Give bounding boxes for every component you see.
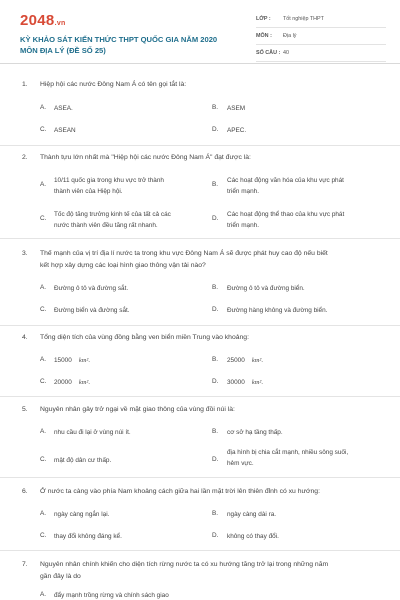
question-6-text: Ở nước ta càng vào phía Nam khoảng cách giữa hai lần mặt trời lên thiên đỉnh có xu hướng: <box>40 488 320 495</box>
q2-option-d-letter[interactable]: D. <box>212 215 219 222</box>
q7-option-a[interactable]: đẩy mạnh trồng rừng và chính sách giao <box>54 592 169 599</box>
q1-option-d-letter[interactable]: D. <box>212 126 219 133</box>
question-1-number: 1. <box>22 81 28 88</box>
q1-option-b-letter[interactable]: B. <box>212 104 219 111</box>
q4-option-d-letter[interactable]: D. <box>212 378 219 385</box>
q4-option-c[interactable]: 20000 km². <box>54 379 91 386</box>
meta-row-count: SỐ CÂU : 40 <box>256 47 386 62</box>
question-6-number: 6. <box>22 488 28 495</box>
q4-option-a-letter[interactable]: A. <box>40 356 47 363</box>
question-7-text: Nguyên nhân chính khiến cho diện tích rừng nước ta có xu hướng tăng trở lại trong những năm gần đây là do <box>40 561 329 580</box>
q4-option-d[interactable]: 30000 km². <box>227 379 264 386</box>
q6-option-a[interactable]: ngày càng ngắn lại. <box>54 511 110 518</box>
question-divider <box>0 145 400 146</box>
question-4-text: Tổng diện tích của vùng đồng bằng ven biển miền Trung vào khoảng: <box>40 334 249 341</box>
q1-option-d[interactable]: APEC. <box>227 127 247 134</box>
q3-option-b[interactable]: Đường ô tô và đường biển. <box>227 285 305 292</box>
question-3-text: Thế mạnh của vị trí địa lí nước ta trong khu vực Đông Nam Á sẽ được phát huy cao độ nếu biết kết hợp xây dựng các loại hình giao thông vận tải nào? <box>40 250 328 269</box>
exam-title-line1: KỲ KHẢO SÁT KIẾN THỨC THPT QUỐC GIA NĂM 2020 <box>20 35 218 44</box>
q7-option-a-letter[interactable]: A. <box>40 591 47 598</box>
q5-option-c[interactable]: mật độ dân cư thấp. <box>54 457 112 464</box>
question-3-number: 3. <box>22 250 28 257</box>
meta-row-subject: MÔN : Địa lý <box>256 30 386 45</box>
q2-option-c[interactable]: Tốc độ tăng trưởng kinh tế của tất cả các nước thành viên đều tăng rất nhanh. <box>54 211 171 229</box>
q6-option-d[interactable]: không có thay đổi. <box>227 533 279 540</box>
q6-option-d-letter[interactable]: D. <box>212 532 219 539</box>
exam-title-line2: MÔN ĐỊA LÝ (ĐỀ SỐ 25) <box>20 46 106 55</box>
q1-option-a[interactable]: ASEA. <box>54 105 73 112</box>
q1-option-c[interactable]: ASEAN <box>54 127 76 134</box>
q5-option-a-letter[interactable]: A. <box>40 428 47 435</box>
q6-option-c[interactable]: thay đổi không đáng kể. <box>54 533 122 540</box>
question-2-text: Thành tựu lớn nhất mà "Hiệp hội các nước Đông Nam Á" đạt được là: <box>40 154 251 161</box>
q2-option-b-letter[interactable]: B. <box>212 181 219 188</box>
q4-option-a[interactable]: 15000 km². <box>54 357 91 364</box>
q2-option-c-letter[interactable]: C. <box>40 215 47 222</box>
q6-option-c-letter[interactable]: C. <box>40 532 47 539</box>
q3-option-b-letter[interactable]: B. <box>212 284 219 291</box>
q4-option-b[interactable]: 25000 km². <box>227 357 264 364</box>
q1-option-c-letter[interactable]: C. <box>40 126 47 133</box>
question-2-number: 2. <box>22 154 28 161</box>
question-divider <box>0 550 400 551</box>
question-5-text: Nguyên nhân gây trở ngại về mặt giao thông của vùng đồi núi là: <box>40 406 235 413</box>
q5-option-d-letter[interactable]: D. <box>212 456 219 463</box>
q5-option-b-letter[interactable]: B. <box>212 428 219 435</box>
site-logo[interactable]: 2048.vn <box>20 12 66 29</box>
meta-row-class: LỚP : Tốt nghiệp THPT <box>256 13 386 28</box>
question-divider <box>0 396 400 397</box>
q5-option-a[interactable]: nhu cầu đi lại ở vùng núi ít. <box>54 429 131 436</box>
q3-option-a[interactable]: Đường ô tô và đường sắt. <box>54 285 129 292</box>
q6-option-b-letter[interactable]: B. <box>212 510 219 517</box>
question-divider <box>0 477 400 478</box>
question-divider <box>0 238 400 239</box>
question-5-number: 5. <box>22 406 28 413</box>
q5-option-d[interactable]: địa hình bị chia cắt mạnh, nhiều sông suối, hẻm vực. <box>227 449 349 467</box>
q3-option-c[interactable]: Đường biển và đường sắt. <box>54 307 130 314</box>
q6-option-b[interactable]: ngày càng dài ra. <box>227 511 277 518</box>
q4-option-c-letter[interactable]: C. <box>40 378 47 385</box>
q2-option-a[interactable]: 10/11 quốc gia trong khu vực trở thành thành viên của Hiệp hội. <box>54 177 164 195</box>
question-7-number: 7. <box>22 561 28 568</box>
q5-option-b[interactable]: cơ sở hạ tầng thấp. <box>227 429 283 436</box>
q2-option-a-letter[interactable]: A. <box>40 181 47 188</box>
exam-title <box>20 34 250 56</box>
q4-option-b-letter[interactable]: B. <box>212 356 219 363</box>
question-4-number: 4. <box>22 334 28 341</box>
exam-header <box>0 0 400 64</box>
q3-option-d-letter[interactable]: D. <box>212 306 219 313</box>
question-1-text: Hiệp hội các nước Đông Nam Á có tên gọi tắt là: <box>40 81 187 88</box>
question-divider <box>0 325 400 326</box>
q2-option-d[interactable]: Các hoạt động thể thao của khu vực phát triển mạnh. <box>227 211 345 229</box>
q5-option-c-letter[interactable]: C. <box>40 456 47 463</box>
q1-option-a-letter[interactable]: A. <box>40 104 47 111</box>
q3-option-d[interactable]: Đường hàng không và đường biển. <box>227 307 328 314</box>
q2-option-b[interactable]: Các hoạt động văn hóa của khu vực phát triển mạnh. <box>227 177 344 195</box>
q3-option-c-letter[interactable]: C. <box>40 306 47 313</box>
q3-option-a-letter[interactable]: A. <box>40 284 47 291</box>
exam-meta <box>256 13 386 64</box>
q6-option-a-letter[interactable]: A. <box>40 510 47 517</box>
q1-option-b[interactable]: ASEM <box>227 105 246 112</box>
